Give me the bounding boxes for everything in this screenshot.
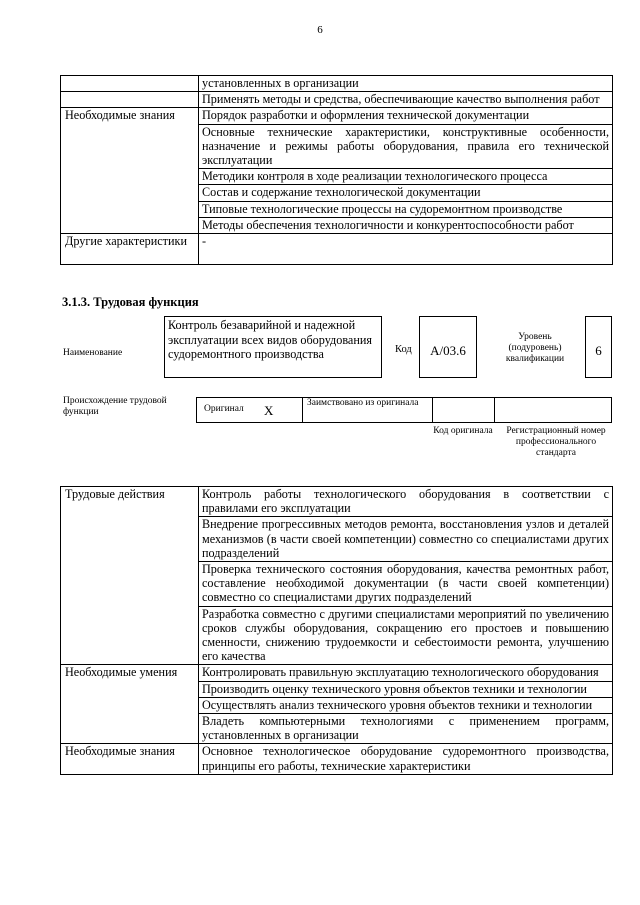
table-cell: Внедрение прогрессивных методов ремонта, восстановления узлов и деталей механизмов (в части своей компетенции) совместно со специалистами других подразделений: [199, 517, 613, 562]
level-value: 6: [595, 343, 602, 358]
table-cell: Методы обеспечения технологичности и конкурентоспособности работ: [199, 217, 613, 233]
code-value: A/03.6: [430, 343, 466, 358]
table-cell: Порядок разработки и оформления технической документации: [199, 108, 613, 124]
table-cell: Состав и содержание технологической документации: [199, 185, 613, 201]
table-cell: Применять методы и средства, обеспечивающие качество выполнения работ: [199, 92, 613, 108]
original-mark: X: [264, 403, 274, 418]
row-label: [61, 92, 199, 108]
code-label: Код: [395, 344, 412, 355]
name-box: [164, 316, 382, 378]
table-cell: -: [199, 234, 613, 265]
code-original-label: Код оригинала: [433, 426, 493, 436]
page-number: 6: [317, 24, 323, 36]
table-row: [61, 487, 613, 517]
level-label: Уровень (подуровень) квалификации: [505, 332, 565, 364]
table-cell: Осуществлять анализ технического уровня объектов техники и технологии: [199, 697, 613, 713]
code-box: [419, 316, 477, 378]
section-title: 3.1.3. Трудовая функция: [62, 295, 199, 309]
table-cell: Проверка технического состояния оборудования, качества ремонтных работ, составление необходимой документации (в части своей компетенции) совместно со специалистами других подразделений: [199, 562, 613, 607]
code-original-cell: [432, 397, 495, 423]
table-row: [61, 234, 613, 265]
table-cell: Типовые технологические процессы на судоремонтном производстве: [199, 201, 613, 217]
origin-label: Происхождение трудовой функции: [63, 396, 167, 417]
table-row: [61, 92, 613, 108]
table-row: [61, 744, 613, 774]
table-row: [61, 108, 613, 124]
row-label: Необходимые знания: [61, 108, 199, 234]
table-cell: Контроль работы технологического оборудования в соответствии с правилами его эксплуатации: [199, 487, 613, 517]
borrowed-label: Заимствовано из оригинала: [307, 398, 419, 408]
table-row: [61, 76, 613, 92]
name-label: Наименование: [63, 348, 123, 358]
top-table: [60, 75, 613, 265]
table-cell: Производить оценку технического уровня объектов техники и технологии: [199, 681, 613, 697]
name-value: Контроль безаварийной и надежной эксплуатации всех видов оборудования судоремонтного производства: [168, 318, 372, 361]
table-cell: Владеть компьютерными технологиями с применением программ, установленных в организации: [199, 714, 613, 744]
row-label: Трудовые действия: [61, 487, 199, 665]
table-cell: установленных в организации: [199, 76, 613, 92]
table-cell: Основные технические характеристики, конструктивные особенности, назначение и режимы работы оборудования, правила его технической эксплуатации: [199, 124, 613, 169]
row-label: Необходимые знания: [61, 744, 199, 774]
table-cell: Разработка совместно с другими специалистами мероприятий по увеличению сроков службы оборудования, сокращению его простоев и повышению сменности, снижению трудоемкости и себестоимости ремонта, улучшению его качества: [199, 606, 613, 665]
table-cell: Методики контроля в ходе реализации технологического процесса: [199, 169, 613, 185]
table-cell: Основное технологическое оборудование судоремонтного производства, принципы его работы, технические характеристики: [199, 744, 613, 774]
main-table: [60, 486, 613, 775]
reg-number-label: Регистрационный номер профессионального стандарта: [506, 426, 606, 458]
row-label: [61, 76, 199, 92]
row-label: Необходимые умения: [61, 665, 199, 744]
level-box: [585, 316, 612, 378]
table-cell: Контролировать правильную эксплуатацию технологического оборудования: [199, 665, 613, 681]
original-label: Оригинал: [204, 404, 244, 414]
table-row: [61, 665, 613, 681]
row-label: Другие характеристики: [61, 234, 199, 265]
